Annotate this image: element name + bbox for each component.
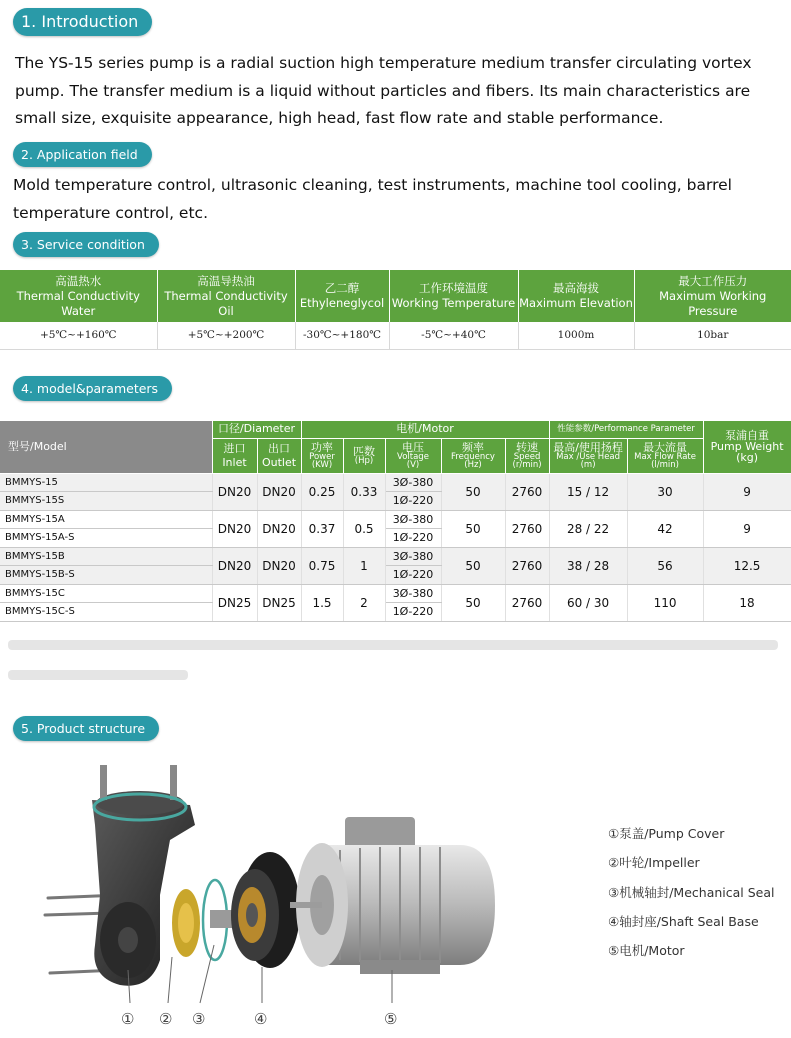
model-name: BMMYS-15A xyxy=(0,510,212,529)
head-value: 38 / 28 xyxy=(549,547,627,584)
flow-header: 最大流量 Max Flow Rate (l/min) xyxy=(627,438,703,473)
diameter-header: 口径/Diameter xyxy=(212,421,301,438)
model-name: BMMYS-15C xyxy=(0,584,212,603)
table-row xyxy=(0,547,791,566)
service-value-elevation: 1000m xyxy=(518,322,634,349)
motor-icon xyxy=(290,817,495,974)
weight-value: 9 xyxy=(703,510,791,547)
service-header-water: 高温热水 Thermal Conductivity Water xyxy=(0,270,157,322)
service-value-oil: +5℃~+200℃ xyxy=(157,322,295,349)
performance-header: 性能参数/Performance Parameter xyxy=(549,421,703,438)
speed-value: 2760 xyxy=(505,547,549,584)
introduction-text: The YS-15 series pump is a radial suction high temperature medium transfer circulating vortex pump. The transfer medium is a liquid without particles and fibers. Its main characteristics are small size, exquisite appearance, high head, fast flow rate and stable performance. xyxy=(15,54,752,127)
section-title-product-structure: 5. Product structure xyxy=(13,716,159,741)
speed-value: 2760 xyxy=(505,473,549,510)
impeller-icon xyxy=(172,889,200,957)
hp-header: 匹数 (Hp) xyxy=(343,438,385,473)
flow-value: 110 xyxy=(627,584,703,621)
weight-value: 18 xyxy=(703,584,791,621)
service-header-elevation: 最高海拔 Maximum Elevation xyxy=(518,270,634,322)
model-parameters-table xyxy=(0,421,791,622)
frequency-value: 50 xyxy=(441,584,505,621)
model-name: BMMYS-15B-S xyxy=(0,566,212,585)
application-text: Mold temperature control, ultrasonic cleaning, test instruments, machine tool cooling, barrel temperature control, etc. xyxy=(13,176,732,222)
power-value: 0.37 xyxy=(301,510,343,547)
voltage-value: 1Ø-220 xyxy=(385,492,441,511)
speed-header: 转速 Speed (r/min) xyxy=(505,438,549,473)
section-title-application: 2. Application field xyxy=(13,142,152,167)
mechanical-seal-icon xyxy=(203,880,232,960)
outlet-value: DN20 xyxy=(257,547,301,584)
power-header: 功率 Power (KW) xyxy=(301,438,343,473)
voltage-value: 1Ø-220 xyxy=(385,566,441,585)
speed-value: 2760 xyxy=(505,510,549,547)
legend-impeller: ②叶轮/Impeller xyxy=(608,855,700,871)
service-header-working-temp: 工作环境温度 Working Temperature xyxy=(389,270,518,322)
shaft-seal-base-icon xyxy=(231,852,300,968)
voltage-value: 1Ø-220 xyxy=(385,603,441,622)
legend-shaft-seal-base: ④轴封座/Shaft Seal Base xyxy=(608,913,759,929)
voltage-value: 3Ø-380 xyxy=(385,473,441,492)
section-title-model-parameters: 4. model&parameters xyxy=(13,376,172,401)
service-header-row xyxy=(0,270,791,322)
voltage-value: 1Ø-220 xyxy=(385,529,441,548)
voltage-value: 3Ø-380 xyxy=(385,510,441,529)
outlet-header: 出口 Outlet xyxy=(257,438,301,473)
frequency-header: 频率 Frequency (Hz) xyxy=(441,438,505,473)
hp-value: 0.5 xyxy=(343,510,385,547)
callout-mechanical-seal: ③ xyxy=(192,1010,206,1028)
model-name: BMMYS-15C-S xyxy=(0,603,212,622)
service-condition-table xyxy=(0,270,791,350)
legend-pump-cover: ①泵盖/Pump Cover xyxy=(608,826,725,841)
section-title-introduction: 1. Introduction xyxy=(13,8,152,36)
callout-impeller: ② xyxy=(159,1010,173,1028)
power-value: 1.5 xyxy=(301,584,343,621)
frequency-value: 50 xyxy=(441,473,505,510)
flow-value: 56 xyxy=(627,547,703,584)
model-name: BMMYS-15A-S xyxy=(0,529,212,548)
inlet-value: DN25 xyxy=(212,584,257,621)
service-value-pressure: 10bar xyxy=(634,322,791,349)
motor-header: 电机/Motor xyxy=(301,421,549,438)
legend-motor: ⑤电机/Motor xyxy=(608,943,685,959)
service-header-glycol: 乙二醇 Ethyleneglycol xyxy=(295,270,389,322)
flow-value: 42 xyxy=(627,510,703,547)
head-header: 最高/使用扬程 Max /Use Head (m) xyxy=(549,438,627,473)
outlet-value: DN20 xyxy=(257,473,301,510)
outlet-value: DN20 xyxy=(257,510,301,547)
inlet-value: DN20 xyxy=(212,547,257,584)
head-value: 15 / 12 xyxy=(549,473,627,510)
callout-pump-cover: ① xyxy=(121,1010,135,1028)
voltage-header: 电压 Voltage (V) xyxy=(385,438,441,473)
weight-value: 12.5 xyxy=(703,547,791,584)
speed-value: 2760 xyxy=(505,584,549,621)
hp-value: 2 xyxy=(343,584,385,621)
service-value-glycol: -30℃~+180℃ xyxy=(295,322,389,349)
model-header: 型号/Model xyxy=(0,421,212,473)
service-value-row xyxy=(0,322,791,349)
legend-mechanical-seal: ③机械轴封/Mechanical Seal xyxy=(608,884,775,900)
model-name: BMMYS-15S xyxy=(0,492,212,511)
weight-header: 泵浦自重 Pump Weight (kg) xyxy=(703,421,791,473)
model-name: BMMYS-15B xyxy=(0,547,212,566)
table-row xyxy=(0,473,791,492)
voltage-value: 3Ø-380 xyxy=(385,547,441,566)
frequency-value: 50 xyxy=(441,547,505,584)
table-row xyxy=(0,510,791,529)
service-header-pressure: 最大工作压力 Maximum Working Pressure xyxy=(634,270,791,322)
power-value: 0.25 xyxy=(301,473,343,510)
service-value-water: +5℃~+160℃ xyxy=(0,322,157,349)
frequency-value: 50 xyxy=(441,510,505,547)
weight-value: 9 xyxy=(703,473,791,510)
inlet-value: DN20 xyxy=(212,473,257,510)
model-name: BMMYS-15 xyxy=(0,473,212,492)
flow-value: 30 xyxy=(627,473,703,510)
hp-value: 1 xyxy=(343,547,385,584)
power-value: 0.75 xyxy=(301,547,343,584)
head-value: 60 / 30 xyxy=(549,584,627,621)
exploded-pump-drawing xyxy=(0,745,600,1035)
service-value-working-temp: -5℃~+40℃ xyxy=(389,322,518,349)
table-row xyxy=(0,584,791,603)
outlet-value: DN25 xyxy=(257,584,301,621)
section-title-service: 3. Service condition xyxy=(13,232,159,257)
head-value: 28 / 22 xyxy=(549,510,627,547)
structure-legend xyxy=(608,824,774,970)
callout-motor: ⑤ xyxy=(384,1010,398,1028)
callout-shaft-seal-base: ④ xyxy=(254,1010,268,1028)
inlet-value: DN20 xyxy=(212,510,257,547)
service-header-oil: 高温导热油 Thermal Conductivity Oil xyxy=(157,270,295,322)
voltage-value: 3Ø-380 xyxy=(385,584,441,603)
inlet-header: 进口 Inlet xyxy=(212,438,257,473)
blurred-note xyxy=(8,630,783,690)
hp-value: 0.33 xyxy=(343,473,385,510)
